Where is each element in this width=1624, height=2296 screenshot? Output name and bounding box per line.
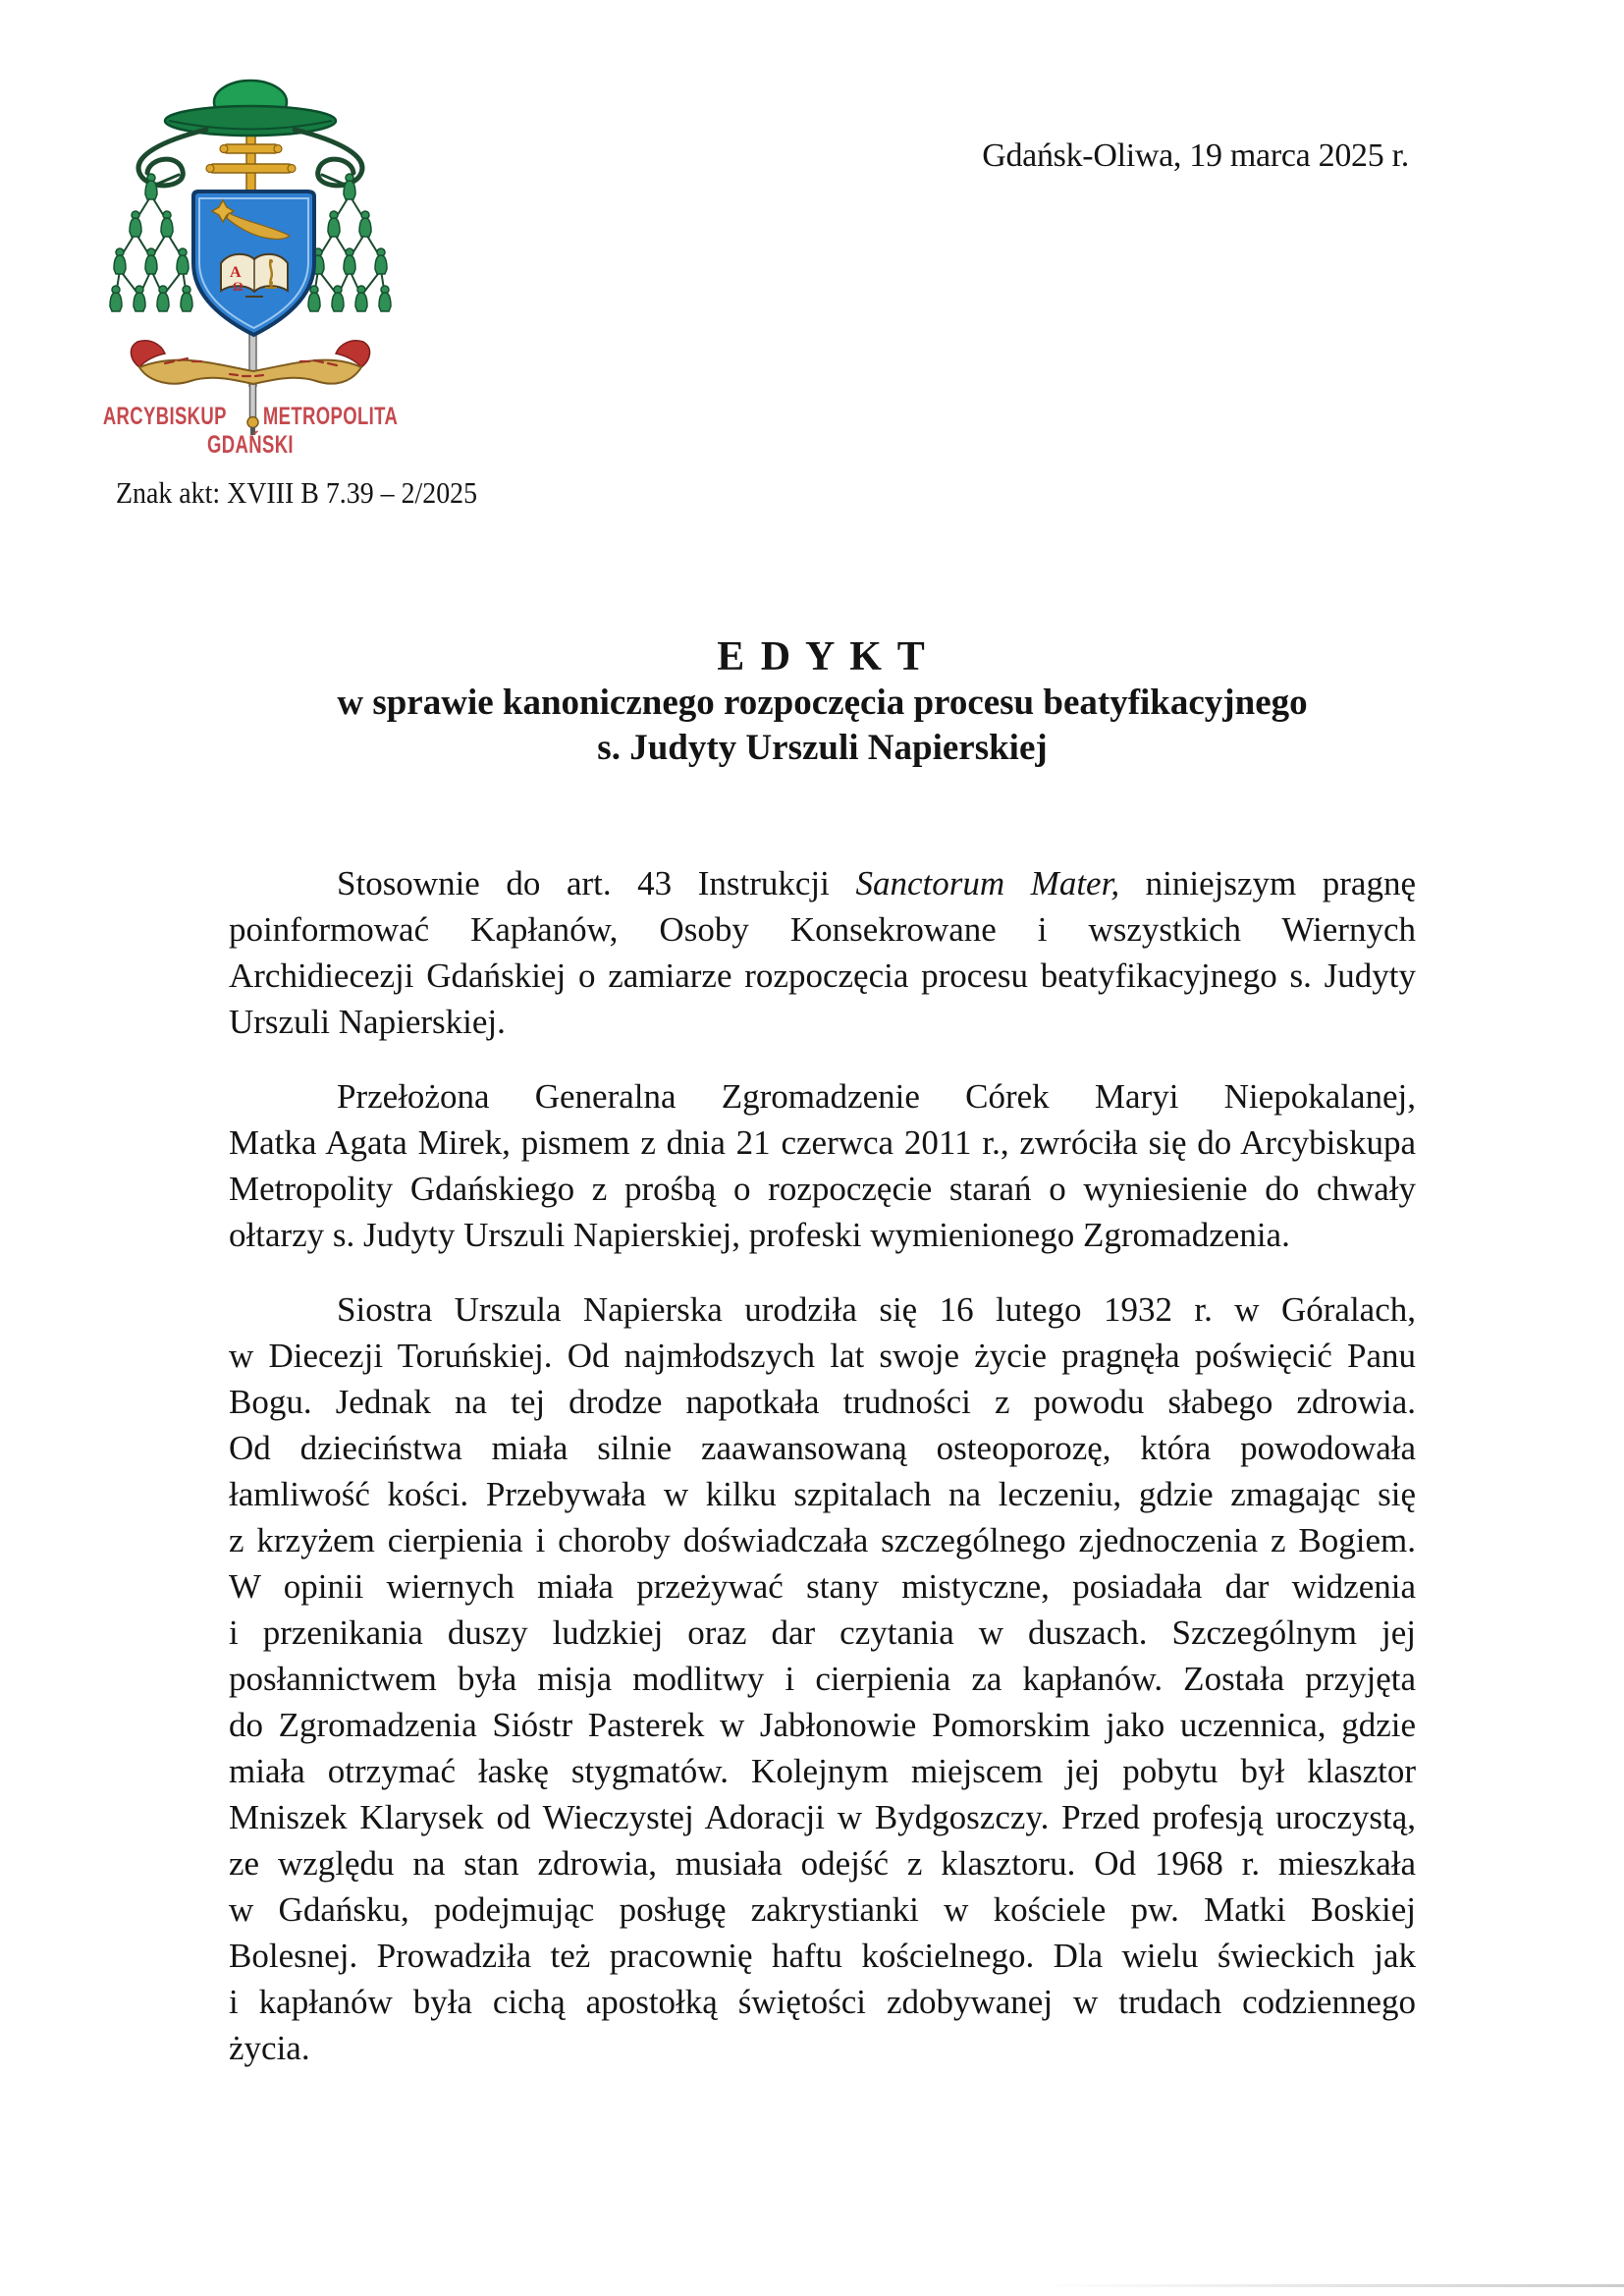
- text-line: i kapłanów była cichą apostołką świętości zdobywanej w trudach codziennego: [229, 1983, 1416, 2021]
- paragraph: [229, 1286, 1416, 2071]
- letterhead-word-metropolita: METROPOLITA: [262, 403, 399, 430]
- tassels-left: [110, 174, 192, 311]
- galero-hat-icon: [165, 81, 336, 136]
- paragraph: [229, 860, 1416, 1045]
- title-subtitle-line1: w sprawie kanonicznego rozpoczęcia procesu beatyfikacyjnego: [337, 683, 1308, 723]
- letterhead-line1: [102, 403, 399, 431]
- letterhead-word-gdanski: GDAŃSKI: [207, 431, 294, 459]
- paragraph: [229, 1073, 1416, 1258]
- reference-number: Znak akt: XVIII B 7.39 – 2/2025: [116, 475, 478, 510]
- text-line: Siostra Urszula Napierska urodziła się 16 lutego 1932 r. w Góralach,: [337, 1290, 1416, 1329]
- title-edykt: E D Y K T: [717, 634, 928, 680]
- text-line: Bolesnej. Prowadziła też pracownię haftu kościelnego. Dla wielu świeckich jak: [229, 1937, 1416, 1975]
- text-line: W opinii wiernych miała przeżywać stany mistyczne, posiadała dar widzenia: [229, 1567, 1416, 1606]
- letterhead-caption: [102, 403, 399, 460]
- text-line: życia.: [229, 2029, 310, 2067]
- text-line: w Diecezji Toruńskiej. Od najmłodszych lat swoje życie pragnęła poświęcić Panu: [229, 1337, 1416, 1375]
- shield: [193, 191, 314, 335]
- svg-text:Ω: Ω: [233, 279, 244, 294]
- text-line: łamliwość kości. Przebywała w kilku szpitalach na leczeniu, gdzie zmagając się: [229, 1475, 1416, 1513]
- date-line: Gdańsk-Oliwa, 19 marca 2025 r.: [982, 137, 1409, 174]
- text-line: Stosownie do art. 43 Instrukcji Sanctorum Mater, niniejszym pragnę: [337, 864, 1417, 902]
- text-line: Bogu. Jednak na tej drodze napotkała trudności z powodu słabego zdrowia.: [229, 1383, 1416, 1421]
- text-line: miała otrzymać łaskę stygmatów. Kolejnym miejscem jej pobytu był klasztor: [229, 1752, 1416, 1790]
- text-line: poinformować Kapłanów, Osoby Konsekrowane i wszystkich Wiernych: [229, 910, 1416, 949]
- text-line: Mniszek Klarysek od Wieczystej Adoracji w Bydgoszczy. Przed profesją uroczystą,: [229, 1798, 1416, 1836]
- tassels-right: [308, 174, 391, 311]
- text-line: Archidiecezji Gdańskiej o zamiarze rozpoczęcia procesu beatyfikacyjnego s. Judyty: [229, 957, 1416, 995]
- text-line: do Zgromadzenia Sióstr Pasterek w Jabłonowie Pomorskim jako uczennica, gdzie: [229, 1706, 1416, 1744]
- letterhead-word-arcybiskup: ARCYBISKUP: [102, 403, 227, 430]
- text-line: Metropolity Gdańskiego z prośbą o rozpoczęcie starań o wyniesienie do chwały: [229, 1170, 1416, 1208]
- document-title-block: [229, 633, 1416, 771]
- text-line: ze względu na stan zdrowia, musiała odejść z klasztoru. Od 1968 r. mieszkała: [229, 1844, 1416, 1883]
- text-line: i przenikania duszy ludzkiej oraz dar czytania w duszach. Szczególnym jej: [229, 1613, 1416, 1652]
- title-subtitle-line2: s. Judyty Urszuli Napierskiej: [597, 728, 1048, 768]
- body-paragraphs: [229, 860, 1416, 2100]
- text-line: ołtarzy s. Judyty Urszuli Napierskiej, profeski wymienionego Zgromadzenia.: [229, 1216, 1290, 1254]
- scan-artifact-line: [1041, 2284, 1624, 2287]
- text-line: z krzyżem cierpienia i choroby doświadczała szczególnego zjednoczenia z Bogiem.: [229, 1521, 1416, 1559]
- text-line: Matka Agata Mirek, pismem z dnia 21 czerwca 2011 r., zwróciła się do Arcybiskupa: [229, 1123, 1416, 1162]
- coat-of-arms: [108, 77, 393, 438]
- letterhead-line2: [135, 431, 367, 460]
- text-line: Od dzieciństwa miała silnie zaawansowaną osteoporozę, która powodowała: [229, 1429, 1416, 1467]
- text-line: posłannictwem była misja modlitwy i cierpienia za kapłanów. Została przyjęta: [229, 1660, 1416, 1698]
- text-line: Przełożona Generalna Zgromadzenie Córek Maryi Niepokalanej,: [337, 1077, 1416, 1116]
- text-line: Urszuli Napierskiej.: [229, 1003, 506, 1041]
- svg-text:Α: Α: [230, 264, 242, 281]
- text-line: w Gdańsku, podejmując posługę zakrystianki w kościele pw. Matki Boskiej: [229, 1890, 1416, 1929]
